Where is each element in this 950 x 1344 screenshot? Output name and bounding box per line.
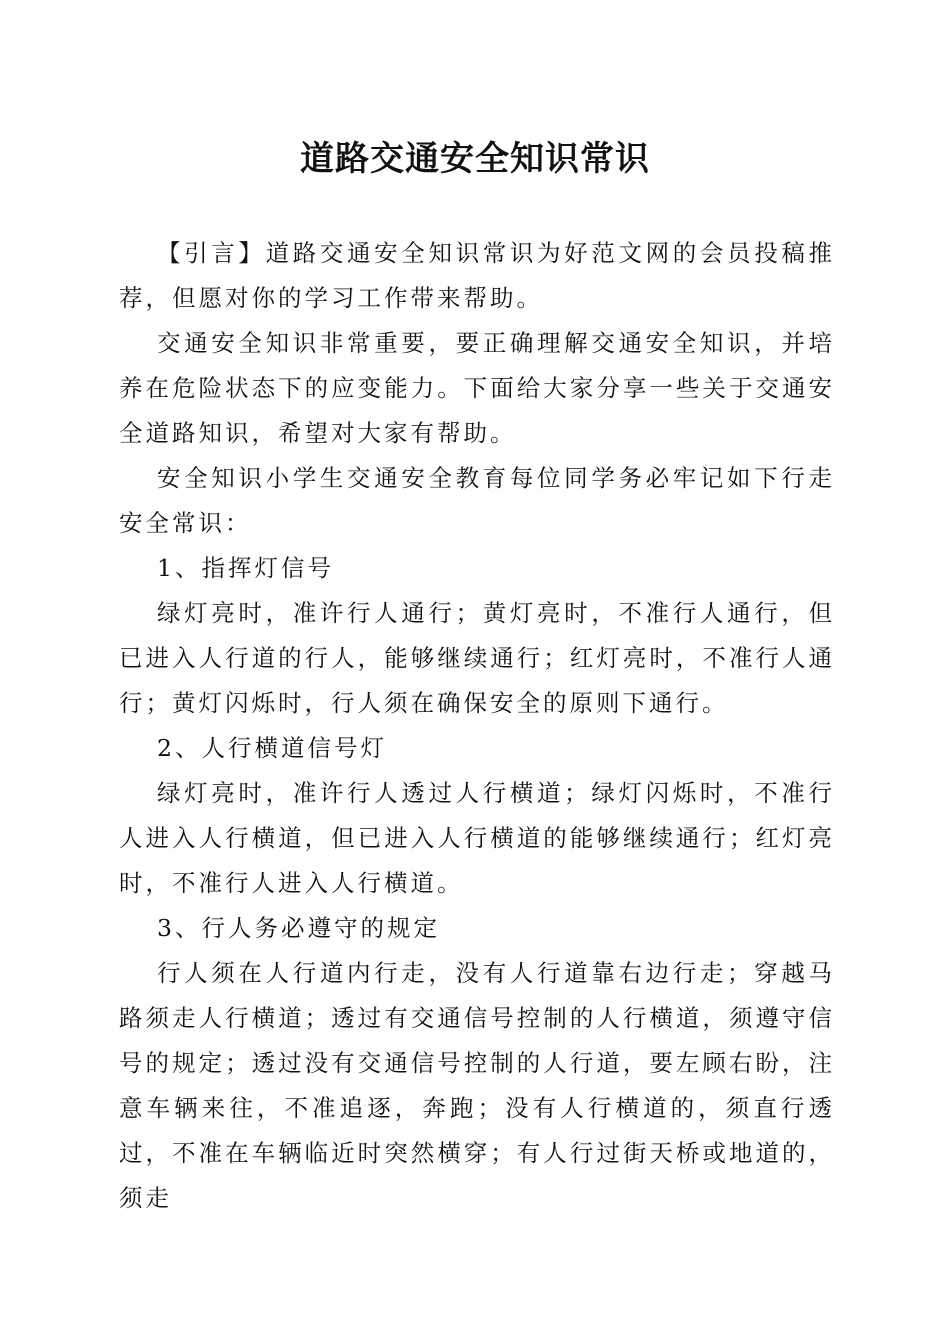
paragraph-pedestrian-rules: 行人须在人行道内行走，没有人行道靠右边行走；穿越马路须走人行横道；透过有交通信号控制的人行横道，须遵守信号的规定；透过没有交通信号控制的人行道，要左顾右盼，注意车辆来往，不准追逐，奔跑；没有人行横道的，须直行透过，不准在车辆临近时突然横穿；有人行过街天桥或地道的，须走 — [119, 959, 835, 1212]
paragraph-intro: 【引言】道路交通安全知识常识为好范文网的会员投稿推荐，但愿对你的学习工作带来帮助。 — [119, 239, 835, 312]
paragraph-crosswalk-lights: 绿灯亮时，准许行人透过人行横道；绿灯闪烁时，不准行人进入人行横道，但已进入人行横道的能够继续通行；红灯亮时，不准行人进入人行横道。 — [119, 779, 835, 897]
section-heading-crosswalk-lights: 2、人行横道信号灯 — [157, 734, 387, 762]
paragraph-walking-safety: 安全知识小学生交通安全教育每位同学务必牢记如下行走安全常识： — [119, 464, 835, 537]
paragraph-signal-lights: 绿灯亮时，准许行人通行；黄灯亮时，不准行人通行，但已进入人行道的行人，能够继续通行；红灯亮时，不准行人通行；黄灯闪烁时，行人须在确保安全的原则下通行。 — [119, 599, 835, 717]
document-title: 道路交通安全知识常识 — [300, 139, 650, 179]
section-heading-signal-lights: 1、指挥灯信号 — [157, 554, 334, 582]
section-heading-pedestrian-rules: 3、行人务必遵守的规定 — [157, 914, 440, 942]
paragraph-importance: 交通安全知识非常重要，要正确理解交通安全知识，并培养在危险状态下的应变能力。下面给大家分享一些关于交通安全道路知识，希望对大家有帮助。 — [119, 329, 835, 447]
document-body — [119, 231, 835, 1221]
